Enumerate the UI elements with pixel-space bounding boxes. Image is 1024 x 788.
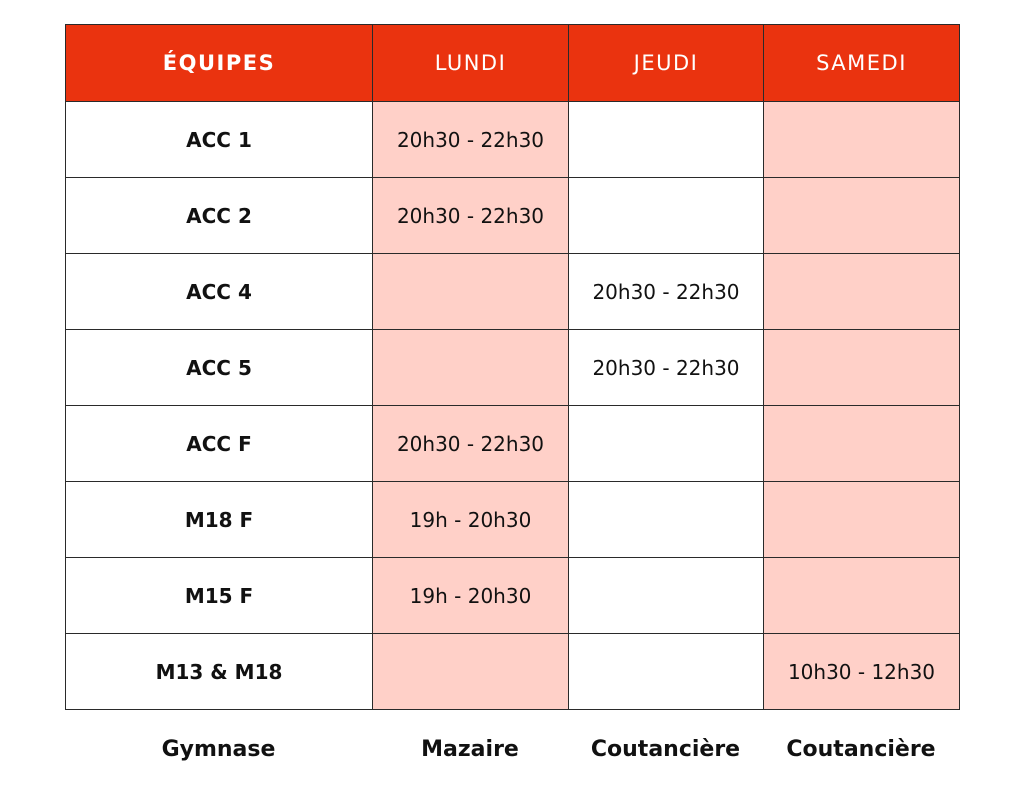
team-name: ACC 5 <box>66 330 373 406</box>
gymnase-label: Gymnase <box>161 736 276 762</box>
jeudi-cell: 20h30 - 22h30 <box>569 254 764 330</box>
samedi-cell <box>764 102 960 178</box>
jeudi-cell <box>569 406 764 482</box>
table-row <box>66 406 960 482</box>
lundi-cell: 20h30 - 22h30 <box>373 406 569 482</box>
samedi-cell: 10h30 - 12h30 <box>764 634 960 710</box>
table-row <box>66 330 960 406</box>
samedi-cell <box>764 482 960 558</box>
samedi-cell <box>764 406 960 482</box>
team-name: M13 & M18 <box>66 634 373 710</box>
team-name: ACC 4 <box>66 254 373 330</box>
lundi-cell <box>373 254 569 330</box>
team-name: ACC F <box>66 406 373 482</box>
jeudi-cell <box>569 482 764 558</box>
schedule-table <box>65 24 960 710</box>
jeudi-cell <box>569 178 764 254</box>
samedi-cell <box>764 558 960 634</box>
header-jeudi: JEUDI <box>569 25 764 102</box>
header-teams: ÉQUIPES <box>66 25 373 102</box>
samedi-cell <box>764 178 960 254</box>
gymnase-jeudi: Coutancière <box>590 736 741 762</box>
header-row <box>66 25 960 102</box>
lundi-cell: 19h - 20h30 <box>373 558 569 634</box>
lundi-cell: 19h - 20h30 <box>373 482 569 558</box>
team-name: ACC 2 <box>66 178 373 254</box>
team-name: ACC 1 <box>66 102 373 178</box>
jeudi-cell <box>569 102 764 178</box>
table-row <box>66 102 960 178</box>
table-row <box>66 634 960 710</box>
table-row <box>66 178 960 254</box>
lundi-cell: 20h30 - 22h30 <box>373 178 569 254</box>
samedi-cell <box>764 254 960 330</box>
lundi-cell <box>373 330 569 406</box>
header-lundi: LUNDI <box>373 25 569 102</box>
lundi-cell: 20h30 - 22h30 <box>373 102 569 178</box>
gymnase-lundi: Mazaire <box>421 736 519 762</box>
table-row <box>66 558 960 634</box>
table-row <box>66 254 960 330</box>
samedi-cell <box>764 330 960 406</box>
header-samedi: SAMEDI <box>764 25 960 102</box>
jeudi-cell: 20h30 - 22h30 <box>569 330 764 406</box>
team-name: M18 F <box>66 482 373 558</box>
jeudi-cell <box>569 558 764 634</box>
team-name: M15 F <box>66 558 373 634</box>
table-row <box>66 482 960 558</box>
gymnase-samedi: Coutancière <box>786 736 936 762</box>
lundi-cell <box>373 634 569 710</box>
gymnase-footer <box>65 726 959 772</box>
jeudi-cell <box>569 634 764 710</box>
